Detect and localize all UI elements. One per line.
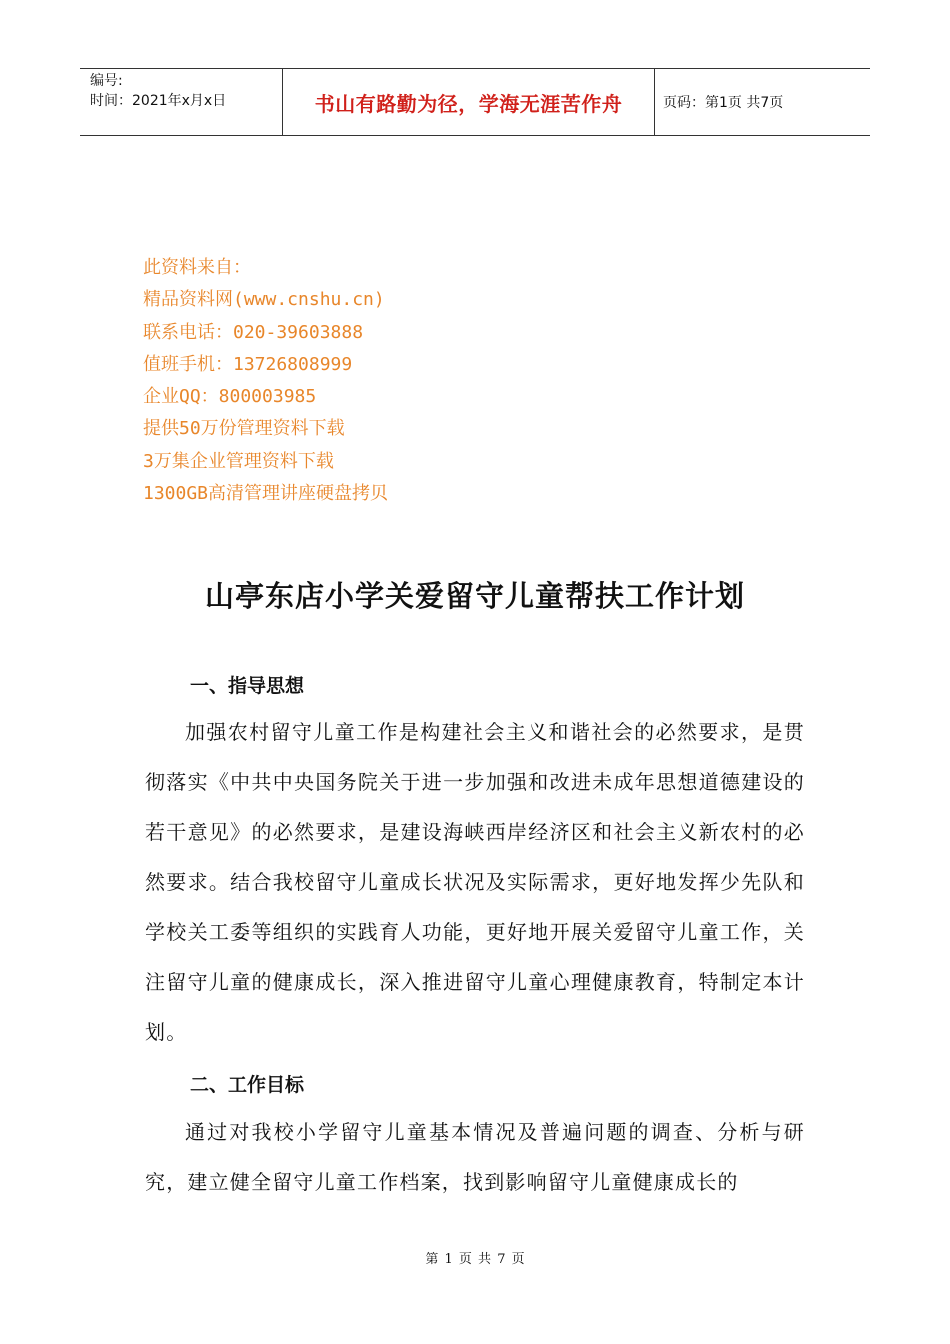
page-header — [80, 68, 870, 136]
source-line: 提供50万份管理资料下载 — [143, 418, 345, 440]
section-heading: 二、工作目标 — [190, 1074, 305, 1096]
number-label: 编号: — [90, 73, 123, 89]
source-line: 联系电话：020-39603888 — [143, 321, 364, 343]
source-line: 企业QQ：800003985 — [143, 386, 317, 408]
section-paragraph: 加强农村留守儿童工作是构建社会主义和谐社会的必然要求，是贯彻落实《中共中央国务院关于进一步加强和改进未成年思想道德建设的若干意见》的必然要求，是建设海峡西岸经济区和社会主义新农村的必然要求。结合我校留守儿童成长状况及实际需求，更好地发挥少先队和学校关工委等组织的实践育人功能，更好地开展关爱留守儿童工作，关注留守儿童的健康成长，深入推进留守儿童心理健康教育，特制定本计划。 — [145, 720, 805, 1044]
header-page-info: 页码：第1页 共7页 — [663, 95, 784, 111]
page-footer: 第 1 页 共 7 页 — [425, 1252, 525, 1267]
document-title: 山亭东店小学关爱留守儿童帮扶工作计划 — [204, 579, 745, 613]
header-motto: 书山有路勤为径，学海无涯苦作舟 — [282, 69, 655, 135]
source-line: 精品资料网(www.cnshu.cn) — [143, 289, 385, 311]
source-line: 1300GB高清管理讲座硬盘拷贝 — [143, 483, 389, 505]
source-line: 值班手机：13726808999 — [143, 353, 353, 375]
section-paragraph: 通过对我校小学留守儿童基本情况及普遍问题的调查、分析与研究，建立健全留守儿童工作档案，找到影响留守儿童健康成长的 — [145, 1120, 805, 1194]
source-line: 3万集企业管理资料下载 — [143, 450, 334, 472]
source-line: 此资料来自： — [143, 257, 251, 278]
section-heading: 一、指导思想 — [190, 675, 305, 697]
date-label: 时间：2021年x月x日 — [90, 93, 227, 109]
source-info-block — [143, 252, 388, 510]
header-meta — [80, 69, 282, 135]
